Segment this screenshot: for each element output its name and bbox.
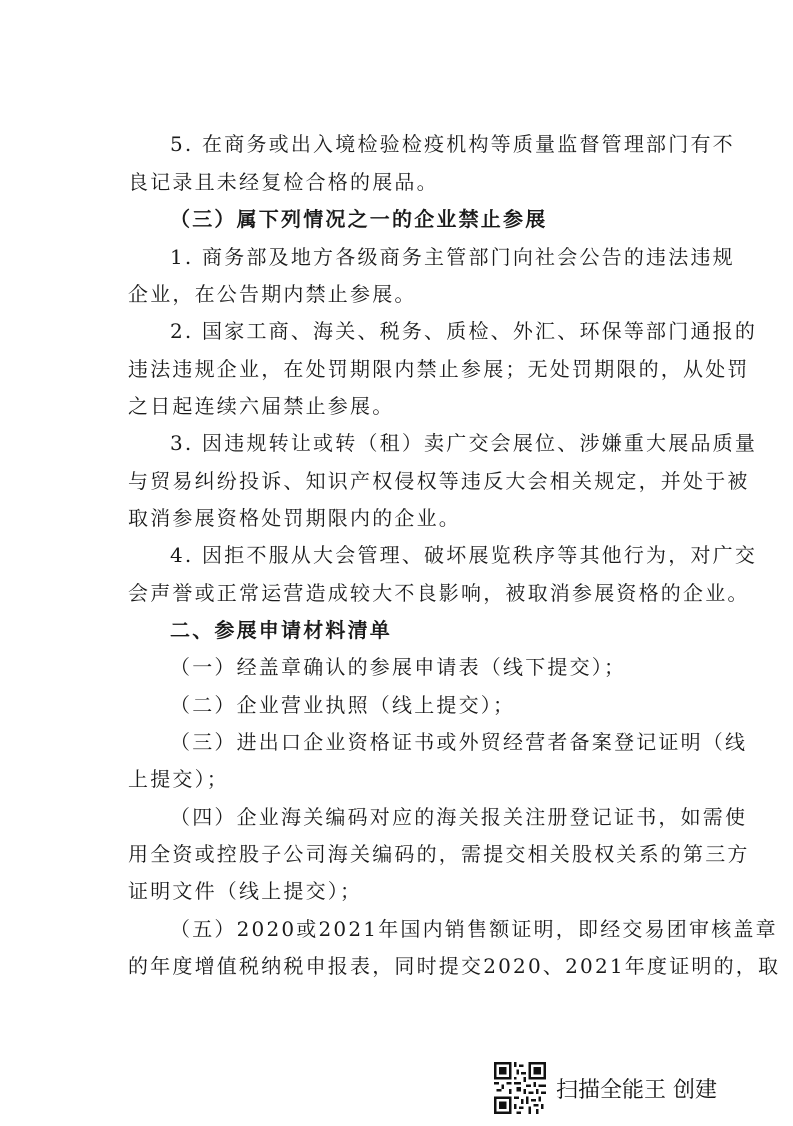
paragraph-line: 3. 因违规转让或转（租）卖广交会展位、涉嫌重大展品质量 bbox=[170, 431, 758, 455]
paragraph-line: 2. 国家工商、海关、税务、质检、外汇、环保等部门通报的 bbox=[170, 319, 758, 343]
footer-label: 扫描全能王 创建 bbox=[556, 1077, 717, 1103]
paragraph-line: 4. 因拒不服从大会管理、破坏展览秩序等其他行为，对广交 bbox=[170, 543, 758, 567]
list-item-continuation: 上提交）； bbox=[128, 767, 229, 791]
section-heading: 二、参展申请材料清单 bbox=[170, 618, 392, 642]
paragraph-line: 之日起连续六届禁止参展。 bbox=[128, 394, 395, 418]
qr-code-icon bbox=[494, 1062, 546, 1114]
list-item: （二）企业营业执照（线上提交）； bbox=[170, 693, 516, 717]
paragraph-line: 与贸易纠纷投诉、知识产权侵权等违反大会相关规定，并处于被 bbox=[128, 469, 750, 493]
list-item-continuation: 用全资或控股子公司海关编码的，需提交相关股权关系的第三方 bbox=[128, 842, 750, 866]
paragraph-line: 1. 商务部及地方各级商务主管部门向社会公告的违法违规 bbox=[170, 245, 735, 269]
paragraph-line: 取消参展资格处罚期限内的企业。 bbox=[128, 506, 461, 530]
paragraph-line: 企业，在公告期内禁止参展。 bbox=[128, 282, 417, 306]
list-item: （三）进出口企业资格证书或外贸经营者备案登记证明（线 bbox=[170, 730, 748, 754]
paragraph-line: 5. 在商务或出入境检验检疫机构等质量监督管理部门有不 bbox=[170, 132, 735, 156]
list-item: （一）经盖章确认的参展申请表（线下提交）； bbox=[170, 655, 627, 679]
list-item: （五）2020或2021年国内销售额证明，即经交易团审核盖章 bbox=[170, 917, 778, 941]
scanner-watermark bbox=[494, 1050, 717, 1126]
paragraph-line: 违法违规企业，在处罚期限内禁止参展；无处罚期限的，从处罚 bbox=[128, 357, 750, 381]
list-item-continuation: 的年度增值税纳税申报表，同时提交2020、2021年度证明的，取 bbox=[128, 954, 781, 978]
list-item: （四）企业海关编码对应的海关报关注册登记证书，如需使 bbox=[170, 805, 748, 829]
paragraph-line: 良记录且未经复检合格的展品。 bbox=[128, 170, 439, 194]
section-subheading: （三）属下列情况之一的企业禁止参展 bbox=[170, 207, 548, 231]
list-item-continuation: 证明文件（线上提交）； bbox=[128, 879, 363, 903]
paragraph-line: 会声誉或正常运营造成较大不良影响，被取消参展资格的企业。 bbox=[128, 581, 750, 605]
